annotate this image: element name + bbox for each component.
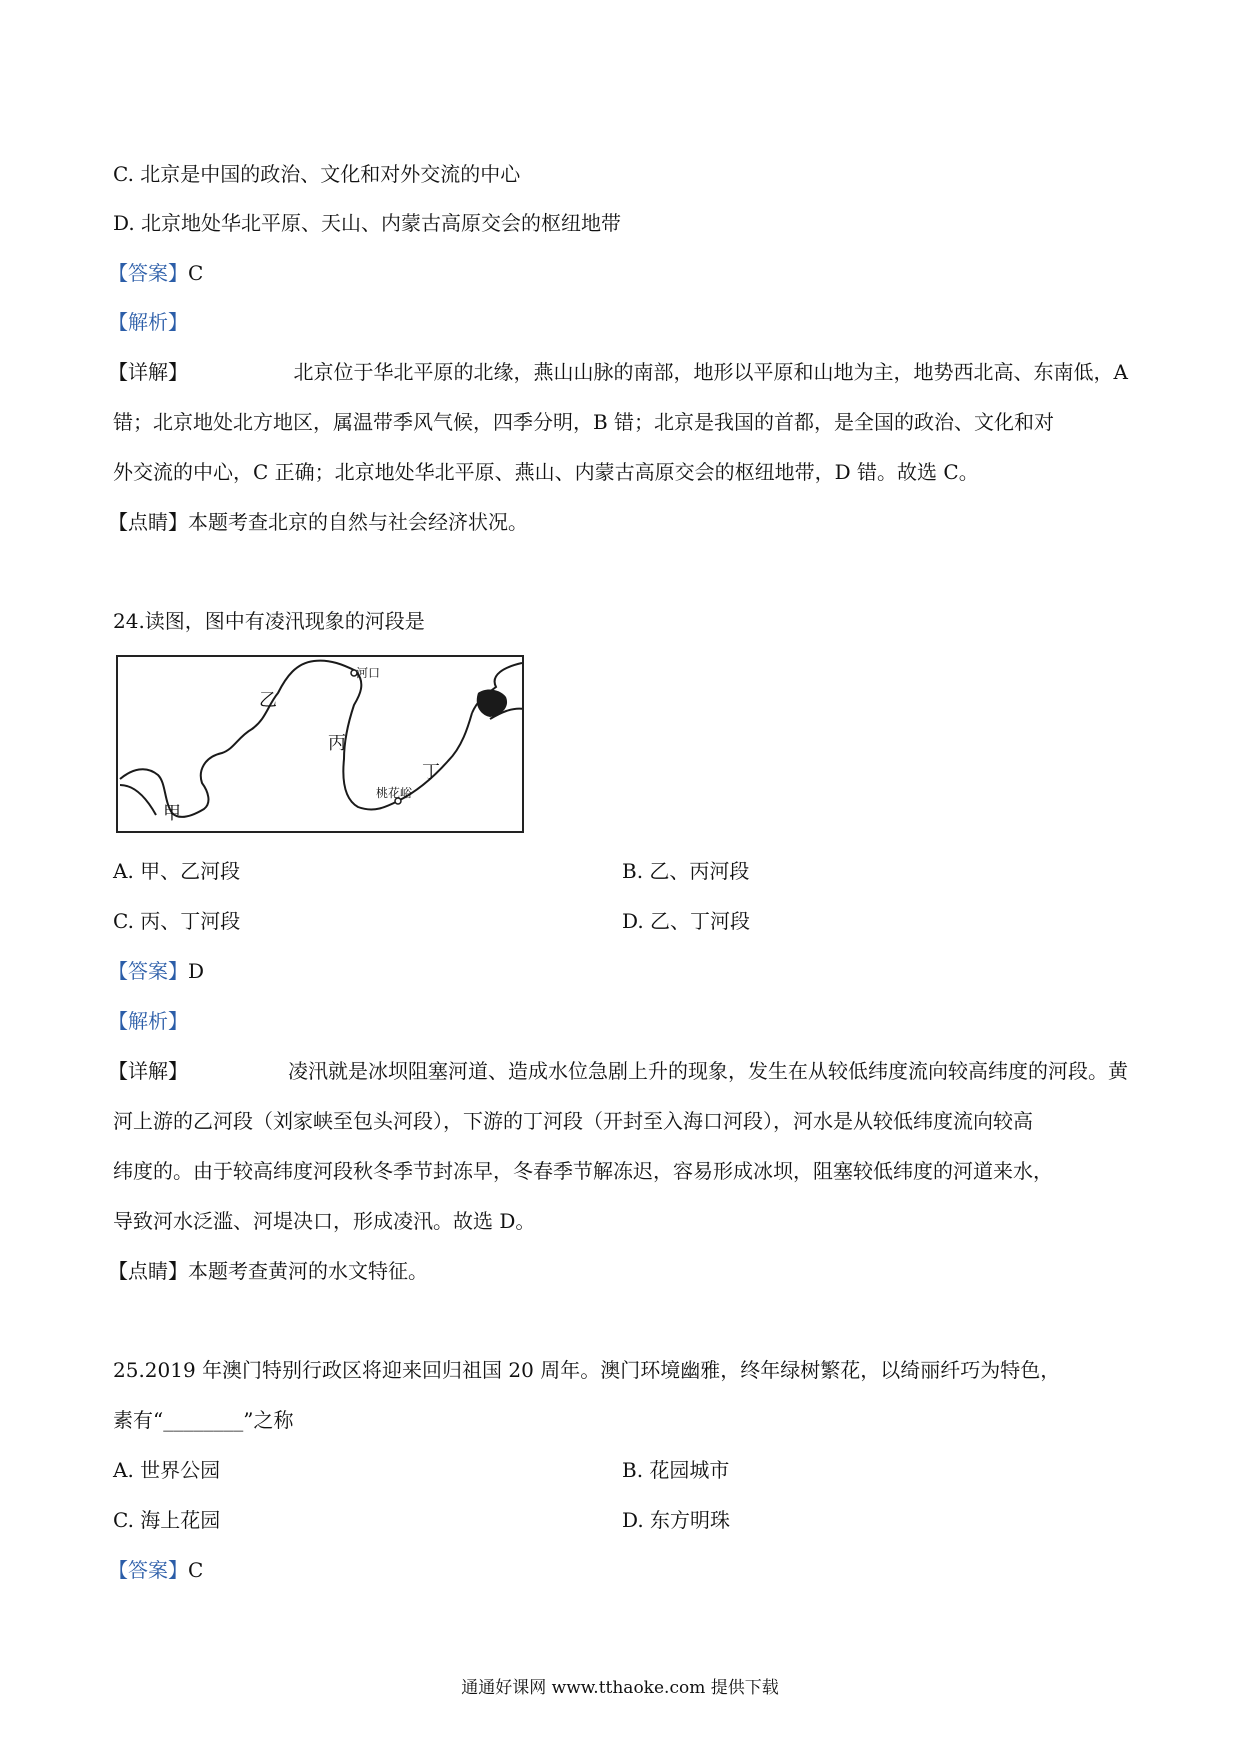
q24-detail-line-2: 河上游的乙河段（刘家峡至包头河段），下游的丁河段（开封至入海口河段），河水是从较低纬度流向较高 — [113, 1109, 1033, 1133]
comment-tag: 【点睛】 — [108, 1259, 188, 1283]
map-label-hekou: 河口 — [356, 666, 381, 680]
comment-tag: 【点睛】 — [108, 510, 188, 534]
answer-tag: 【答案】 — [108, 261, 188, 285]
q24-comment — [108, 1257, 428, 1285]
q25-option-a: A. 世界公园 — [113, 1458, 221, 1482]
q25-stem-line-1: 25.2019 年澳门特别行政区将迎来回归祖国 20 周年。澳门环境幽雅，终年绿树繁花，以绮丽纤巧为特色， — [113, 1358, 1061, 1382]
hexi-tributary — [120, 785, 156, 815]
detail-text: 北京位于华北平原的北缘，燕山山脉的南部，地形以平原和山地为主，地势西北高、东南低，A — [293, 360, 1128, 384]
comment-text: 本题考查北京的自然与社会经济状况。 — [188, 510, 528, 534]
q24-option-a: A. 甲、乙河段 — [113, 859, 241, 883]
map-label-bing: 丙 — [328, 733, 346, 754]
comment-text: 本题考查黄河的水文特征。 — [188, 1259, 428, 1283]
q23-option-d: D. 北京地处华北平原、天山、内蒙古高原交会的枢纽地带 — [113, 211, 622, 235]
yellow-river-course — [120, 661, 472, 817]
map-label-taohuayu: 桃花峪 — [376, 786, 413, 800]
q23-comment — [108, 508, 528, 536]
q23-detail-line-1 — [108, 358, 1128, 386]
q23-option-c: C. 北京是中国的政治、文化和对外交流的中心 — [113, 162, 521, 186]
q24-option-c: C. 丙、丁河段 — [113, 909, 241, 933]
q23-detail-line-2: 错；北京地处北方地区，属温带季风气候，四季分明，B 错；北京是我国的首都，是全国的政治、文化和对 — [113, 410, 1055, 434]
q25-option-c: C. 海上花园 — [113, 1508, 221, 1532]
answer-value: C — [188, 1558, 204, 1582]
q24-answer — [108, 957, 204, 985]
q24-detail-line-4: 导致河水泛滥、河堤决口，形成凌汛。故选 D。 — [113, 1209, 536, 1233]
detail-text: 凌汛就是冰坝阻塞河道、造成水位急剧上升的现象，发生在从较低纬度流向较高纬度的河段。黄 — [288, 1059, 1128, 1083]
map-label-ding: 丁 — [422, 762, 440, 783]
q24-option-d: D. 乙、丁河段 — [622, 909, 751, 933]
q24-detail-line-1 — [108, 1057, 1128, 1085]
q23-answer — [108, 259, 203, 287]
q25-option-d: D. 东方明珠 — [622, 1508, 731, 1532]
answer-tag: 【答案】 — [108, 1558, 188, 1582]
q24-detail-line-3: 纬度的。由于较高纬度河段秋冬季节封冻早，冬春季节解冻迟，容易形成冰坝，阻塞较低纬度的河道来水， — [113, 1159, 1053, 1183]
map-label-yi: 乙 — [259, 690, 277, 711]
answer-value: C — [188, 261, 204, 285]
q25-answer — [108, 1556, 203, 1584]
q24-option-b: B. 乙、丙河段 — [622, 859, 750, 883]
yellow-river-map — [116, 655, 524, 833]
q25-stem-line-2: 素有“________”之称 — [113, 1408, 294, 1432]
detail-tag: 【详解】 — [108, 360, 188, 384]
map-label-jia: 甲 — [163, 803, 181, 824]
answer-value: D — [188, 959, 205, 983]
answer-tag: 【答案】 — [108, 959, 188, 983]
q23-detail-line-3: 外交流的中心，C 正确；北京地处华北平原、燕山、内蒙古高原交会的枢纽地带，D 错。故选 C。 — [113, 460, 979, 484]
q24-stem: 24.读图，图中有凌汛现象的河段是 — [113, 609, 425, 633]
page-footer: 通通好课网 www.tthaoke.com 提供下载 — [461, 1678, 779, 1698]
detail-tag: 【详解】 — [108, 1059, 188, 1083]
q24-analysis-tag: 【解析】 — [108, 1009, 188, 1033]
q25-option-b: B. 花园城市 — [622, 1458, 730, 1482]
q23-analysis-tag: 【解析】 — [108, 310, 188, 334]
